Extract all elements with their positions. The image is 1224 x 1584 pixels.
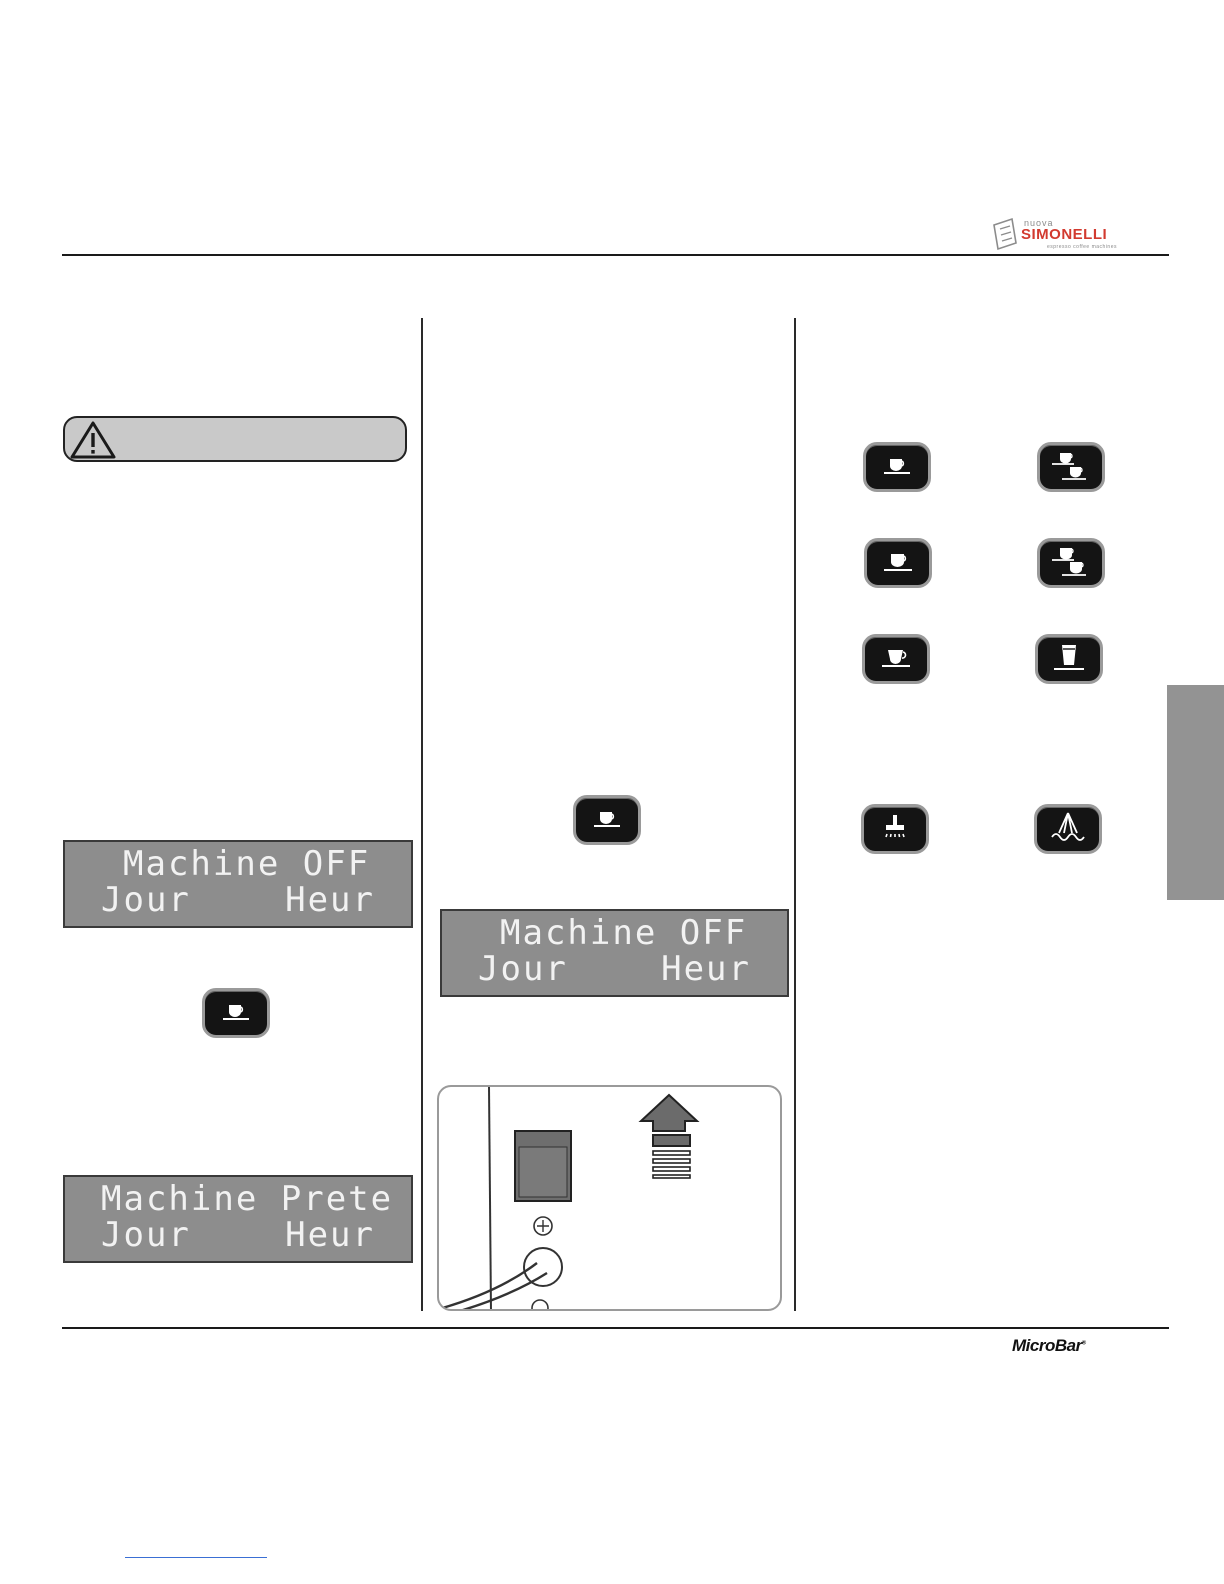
footer-link-underline: [125, 1557, 267, 1558]
column-divider-1: [421, 318, 423, 1311]
trademark-mark: ®: [1081, 1340, 1086, 1347]
tea-glass-button[interactable]: [1035, 634, 1103, 684]
lcd-display-machine-off-2: [440, 909, 789, 997]
double-coffee-icon: [1040, 541, 1102, 585]
brand-logo: [990, 215, 1162, 255]
brand-prefix: nuova: [1024, 218, 1054, 228]
lcd-line1: Machine OFF: [123, 844, 371, 884]
lcd-day-label: Jour: [101, 1215, 191, 1255]
hot-water-button[interactable]: [1034, 804, 1102, 854]
lcd-line1: Machine OFF: [500, 913, 748, 953]
section-side-tab: [1167, 685, 1224, 900]
footer-rule: [62, 1327, 1169, 1329]
lcd-hour-label: Heur: [285, 1215, 375, 1255]
single-coffee-button[interactable]: [864, 538, 932, 588]
header-rule: [62, 254, 1169, 256]
hot-water-icon: [1037, 807, 1099, 851]
brand-name: SIMONELLI: [1021, 226, 1108, 243]
arrow-up-icon: [641, 1095, 697, 1131]
single-espresso-button[interactable]: [573, 795, 641, 845]
logo-mark-icon: [990, 215, 1020, 253]
column-divider-2: [794, 318, 796, 1311]
brand-tagline: espresso coffee machines: [1047, 244, 1117, 250]
steam-wand-icon: [864, 807, 926, 851]
warning-triangle-icon: [68, 419, 118, 461]
single-espresso-button[interactable]: [202, 988, 270, 1038]
steam-button[interactable]: [861, 804, 929, 854]
single-coffee-icon: [867, 541, 929, 585]
lcd-day-label: Jour: [101, 880, 191, 920]
single-espresso-button[interactable]: [863, 442, 931, 492]
product-logo: [1012, 1336, 1086, 1356]
double-coffee-button[interactable]: [1037, 538, 1105, 588]
lcd-day-label: Jour: [478, 949, 568, 989]
warning-banner: [63, 416, 407, 462]
machine-side-drawing: [439, 1087, 782, 1311]
double-espresso-button[interactable]: [1037, 442, 1105, 492]
double-espresso-icon: [1040, 445, 1102, 489]
single-espresso-icon: [576, 798, 638, 842]
lcd-hour-label: Heur: [661, 949, 751, 989]
lcd-display-machine-ready: [63, 1175, 413, 1263]
tea-glass-icon: [1038, 637, 1100, 681]
lcd-line1: Machine Prete: [101, 1179, 394, 1219]
cappuccino-button[interactable]: [862, 634, 930, 684]
single-espresso-icon: [866, 445, 928, 489]
power-switch-illustration: [437, 1085, 782, 1311]
product-name: MicroBar: [1012, 1336, 1082, 1355]
cappuccino-icon: [865, 637, 927, 681]
lcd-display-machine-off: [63, 840, 413, 928]
lcd-hour-label: Heur: [285, 880, 375, 920]
single-espresso-icon: [205, 991, 267, 1035]
